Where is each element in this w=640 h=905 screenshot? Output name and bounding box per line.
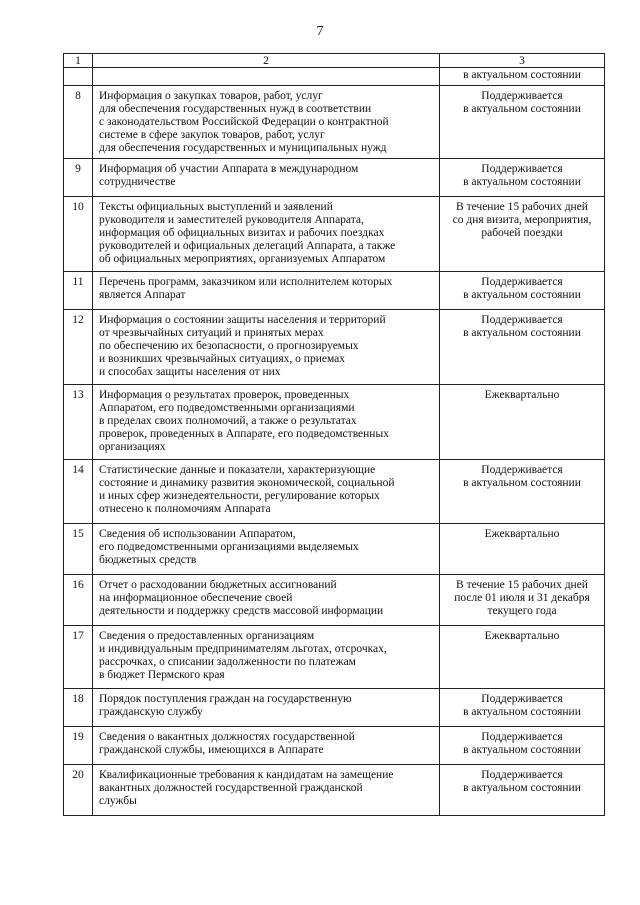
description-line: Квалификационные требования к кандидатам на замещение bbox=[99, 769, 394, 781]
periodicity-line: В течение 15 рабочих дней bbox=[456, 201, 588, 213]
description-line: Информация о результатах проверок, проведенных bbox=[99, 389, 350, 401]
row-number: 10 bbox=[64, 197, 93, 272]
row-periodicity bbox=[440, 524, 605, 575]
row-number: 9 bbox=[64, 159, 93, 197]
description-line: является Аппарат bbox=[99, 289, 186, 301]
description-line: с законодательством Российской Федерации о контрактной bbox=[99, 116, 389, 128]
description-line: Перечень программ, заказчиком или исполнителем которых bbox=[99, 276, 393, 288]
row-periodicity bbox=[440, 727, 605, 765]
row-description bbox=[93, 86, 440, 159]
row-description bbox=[93, 385, 440, 460]
table-row bbox=[64, 68, 605, 86]
row-periodicity bbox=[440, 159, 605, 197]
row-periodicity bbox=[440, 765, 605, 816]
row-description bbox=[93, 159, 440, 197]
description-line: об официальных мероприятиях, организуемых Аппаратом bbox=[99, 253, 386, 265]
description-line: организациях bbox=[99, 441, 166, 453]
description-line: от чрезвычайных ситуаций и принятых мерах bbox=[99, 327, 324, 339]
row-periodicity bbox=[440, 385, 605, 460]
description-line: отнесено к полномочиям Аппарата bbox=[99, 503, 271, 515]
row-description bbox=[93, 626, 440, 689]
row-number: 17 bbox=[64, 626, 93, 689]
table-row bbox=[64, 197, 605, 272]
periodicity-line: Поддерживается bbox=[481, 769, 563, 781]
row-description bbox=[93, 765, 440, 816]
description-line: для обеспечения государственных нужд в соответствии bbox=[99, 103, 372, 115]
row-number: 13 bbox=[64, 385, 93, 460]
periodicity-line: Поддерживается bbox=[481, 314, 563, 326]
row-description bbox=[93, 68, 440, 86]
table-row bbox=[64, 689, 605, 727]
table-row bbox=[64, 575, 605, 626]
column-header-periodicity: 3 bbox=[440, 54, 605, 68]
description-line: Информация о закупках товаров, работ, услуг bbox=[99, 90, 323, 102]
description-line: руководителей и официальных делегаций Аппарата, а также bbox=[99, 240, 396, 252]
periodicity-line: Ежеквартально bbox=[484, 528, 560, 540]
description-line: и иных сфер жизнедеятельности, регулирование которых bbox=[99, 490, 380, 502]
description-line: гражданской службы, имеющихся в Аппарате bbox=[99, 744, 324, 756]
description-line: Сведения об использовании Аппаратом, bbox=[99, 528, 296, 540]
row-periodicity bbox=[440, 575, 605, 626]
row-number: 8 bbox=[64, 86, 93, 159]
description-line: бюджетных средств bbox=[99, 554, 197, 566]
table-row bbox=[64, 272, 605, 310]
row-periodicity bbox=[440, 310, 605, 385]
periodicity-line: в актуальном состоянии bbox=[463, 327, 581, 339]
description-line: состояние и динамику развития экономической, социальной bbox=[99, 477, 395, 489]
description-line: в пределах своих полномочий, а также о результатах bbox=[99, 415, 357, 427]
description-line: Сведения о вакантных должностях государственной bbox=[99, 731, 355, 743]
table-header-row bbox=[64, 54, 605, 68]
description-line: информация об официальных визитах и рабочих поездках bbox=[99, 227, 385, 239]
description-line: деятельности и поддержку средств массовой информации bbox=[99, 605, 384, 617]
periodicity-line: Поддерживается bbox=[481, 731, 563, 743]
row-periodicity bbox=[440, 86, 605, 159]
row-number: 18 bbox=[64, 689, 93, 727]
row-description bbox=[93, 575, 440, 626]
description-line: вакантных должностей государственной гражданской bbox=[99, 782, 363, 794]
page-number: 7 bbox=[316, 24, 324, 39]
periodicity-line: в актуальном состоянии bbox=[463, 706, 581, 718]
description-line: и индивидуальным предпринимателям льготах, отсрочках, bbox=[99, 643, 387, 655]
row-number: 16 bbox=[64, 575, 93, 626]
column-header-description: 2 bbox=[93, 54, 440, 68]
information-table bbox=[63, 53, 605, 816]
periodicity-line: в актуальном состоянии bbox=[463, 69, 581, 81]
description-line: Сведения о предоставленных организациям bbox=[99, 630, 315, 642]
row-number: 20 bbox=[64, 765, 93, 816]
periodicity-line: Ежеквартально bbox=[484, 389, 560, 401]
description-line: гражданскую службу bbox=[99, 706, 203, 718]
row-periodicity bbox=[440, 197, 605, 272]
periodicity-line: Поддерживается bbox=[481, 276, 563, 288]
row-number bbox=[64, 68, 93, 86]
row-number: 19 bbox=[64, 727, 93, 765]
table-row bbox=[64, 310, 605, 385]
periodicity-line: в актуальном состоянии bbox=[463, 782, 581, 794]
description-line: сотрудничестве bbox=[99, 176, 176, 188]
periodicity-line: рабочей поездки bbox=[481, 227, 563, 239]
periodicity-line: Поддерживается bbox=[481, 90, 563, 102]
table-row bbox=[64, 626, 605, 689]
row-description bbox=[93, 727, 440, 765]
table-row bbox=[64, 460, 605, 524]
description-line: Информация об участии Аппарата в международном bbox=[99, 163, 359, 175]
periodicity-line: Поддерживается bbox=[481, 693, 563, 705]
row-description bbox=[93, 689, 440, 727]
periodicity-line: Поддерживается bbox=[481, 163, 563, 175]
row-description bbox=[93, 197, 440, 272]
row-periodicity bbox=[440, 689, 605, 727]
periodicity-line: В течение 15 рабочих дней bbox=[456, 579, 588, 591]
table-row bbox=[64, 385, 605, 460]
periodicity-line: со дня визита, мероприятия, bbox=[452, 214, 592, 226]
table-row bbox=[64, 727, 605, 765]
periodicity-line: в актуальном состоянии bbox=[463, 744, 581, 756]
row-description bbox=[93, 272, 440, 310]
description-line: руководителя и заместителей руководителя Аппарата, bbox=[99, 214, 364, 226]
description-line: и возникших чрезвычайных ситуациях, о приемах bbox=[99, 353, 346, 365]
description-line: и способах защиты населения от них bbox=[99, 366, 281, 378]
row-number: 11 bbox=[64, 272, 93, 310]
periodicity-line: Ежеквартально bbox=[484, 630, 560, 642]
periodicity-line: Поддерживается bbox=[481, 464, 563, 476]
description-line: его подведомственными организациями выделяемых bbox=[99, 541, 359, 553]
periodicity-line: в актуальном состоянии bbox=[463, 176, 581, 188]
row-number: 12 bbox=[64, 310, 93, 385]
periodicity-line: в актуальном состоянии bbox=[463, 289, 581, 301]
description-line: Тексты официальных выступлений и заявлений bbox=[99, 201, 333, 213]
description-line: Статистические данные и показатели, характеризующие bbox=[99, 464, 376, 476]
description-line: Порядок поступления граждан на государственную bbox=[99, 693, 352, 705]
periodicity-line: после 01 июля и 31 декабря bbox=[454, 592, 590, 604]
row-number: 15 bbox=[64, 524, 93, 575]
row-periodicity bbox=[440, 68, 605, 86]
row-periodicity bbox=[440, 460, 605, 524]
row-number: 14 bbox=[64, 460, 93, 524]
description-line: службы bbox=[99, 795, 137, 807]
table-row bbox=[64, 159, 605, 197]
description-line: системе в сфере закупок товаров, работ, услуг bbox=[99, 129, 325, 141]
table-row bbox=[64, 524, 605, 575]
description-line: Аппаратом, его подведомственными организациями bbox=[99, 402, 355, 414]
description-line: в бюджет Пермского края bbox=[99, 669, 225, 681]
description-line: проверок, проведенных в Аппарате, его подведомственных bbox=[99, 428, 389, 440]
description-line: по обеспечению их безопасности, о прогнозируемых bbox=[99, 340, 359, 352]
table-row bbox=[64, 86, 605, 159]
description-line: на информационное обеспечение своей bbox=[99, 592, 293, 604]
periodicity-line: текущего года bbox=[487, 605, 557, 617]
row-description bbox=[93, 524, 440, 575]
row-description bbox=[93, 460, 440, 524]
description-line: Отчет о расходовании бюджетных ассигнований bbox=[99, 579, 337, 591]
periodicity-line: в актуальном состоянии bbox=[463, 103, 581, 115]
description-line: рассрочках, о списании задолженности по платежам bbox=[99, 656, 356, 668]
periodicity-line: в актуальном состоянии bbox=[463, 477, 581, 489]
description-line: Информация о состоянии защиты населения и территорий bbox=[99, 314, 386, 326]
description-line: для обеспечения государственных и муниципальных нужд bbox=[99, 142, 387, 154]
row-periodicity bbox=[440, 626, 605, 689]
row-description bbox=[93, 310, 440, 385]
table-row bbox=[64, 765, 605, 816]
row-periodicity bbox=[440, 272, 605, 310]
column-header-number: 1 bbox=[64, 54, 93, 68]
